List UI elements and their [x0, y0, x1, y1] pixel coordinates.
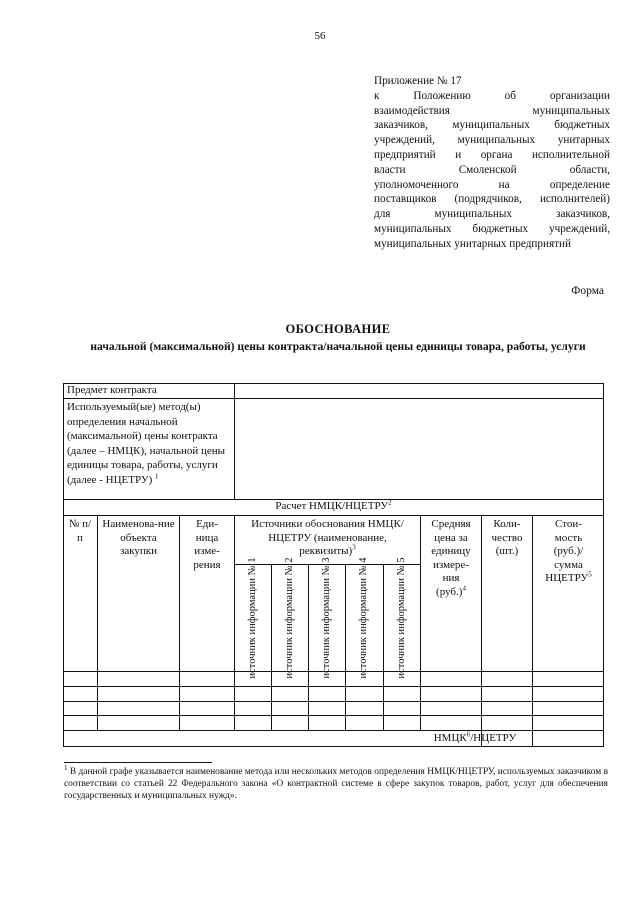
source-column-1: источник информации № 1 [247, 557, 258, 679]
sources-footnote-ref: 3 [352, 543, 356, 552]
total-label-suffix: /НЦЕТРУ [470, 732, 517, 744]
appendix-line: предприятий и органа исполнительной [374, 148, 610, 161]
col-avg-price-header [421, 518, 481, 599]
col-cost-text: Стои-мость (руб.)/ сумма НЦЕТРУ [545, 518, 589, 584]
appendix-line: муниципальных унитарных предприятий [374, 237, 571, 250]
col-avg-price-text: Средняя цена за единицу измере-ния (руб.) [431, 518, 471, 598]
appendix-line: взаимодействия муниципальных [374, 104, 610, 117]
calc-header [63, 500, 604, 514]
footnote [64, 763, 609, 803]
total-label-prefix: НМЦК [433, 732, 467, 744]
appendix-line: Приложение № 17 [374, 75, 462, 87]
col-sources-header-text: Источники обоснования НМЦК/НЦЕТРУ (наименование, реквизиты) [251, 518, 404, 557]
appendix-header [374, 74, 610, 252]
total-footnote-ref: 6 [466, 730, 471, 739]
source-column-5: источник информации № 5 [396, 557, 407, 679]
source-column-4: источник информации № 4 [358, 557, 369, 679]
appendix-line: власти Смоленской области, [374, 163, 610, 176]
appendix-line: к Положению об организации [374, 89, 610, 102]
footnote-text: В данной графе указывается наименование метода или нескольких методов определения НМЦК/НЦЕТРУ, используемых заказчиком в соответствии со статьей 22 Федерального закона «О контрактной системе в сфере закупок товаров, работ, услуг для обеспечения государственных и муниципальных нужд». [64, 767, 609, 802]
method-label-text: Используемый(ые) метод(ы) определения начальной (максимальной) цены контракта (далее – НМЦК), начальной цены единицы товара, работы, услуги (далее - НЦЕТРУ) [67, 401, 226, 486]
appendix-line: уполномоченного на определение [374, 178, 610, 191]
source-column-3: источник информации № 3 [321, 557, 332, 679]
cost-footnote-ref: 5 [588, 570, 592, 579]
form-label: Форма [571, 285, 604, 297]
footnote-mark: 1 [64, 763, 68, 772]
justification-table [63, 383, 604, 747]
appendix-line: поставщиков (подрядчиков, исполнителей) [374, 193, 610, 206]
calc-header-text: Расчет НМЦК/НЦЕТРУ [275, 500, 389, 512]
avg-footnote-ref: 4 [462, 583, 466, 592]
method-label [67, 400, 231, 487]
appendix-line: заказчиков, муниципальных бюджетных [374, 119, 610, 132]
col-number-header: № п/п [68, 518, 92, 544]
appendix-line: для муниципальных заказчиков, [374, 208, 610, 221]
page-number: 56 [314, 30, 326, 42]
title-main: ОБОСНОВАНИЕ [285, 322, 391, 336]
footnote-divider [64, 762, 212, 763]
title-sub: начальной (максимальной) цены контракта/начальной цены единицы товара, работы, услуги [90, 340, 586, 353]
calc-footnote-ref: 2 [388, 498, 392, 507]
document-title [60, 322, 616, 354]
appendix-line: учреждений, муниципальных унитарных [374, 134, 610, 147]
col-cost-header [533, 518, 604, 586]
total-label [419, 732, 531, 746]
col-name-header: Наименова-ние объекта закупки [102, 518, 175, 557]
col-sources-header [235, 518, 420, 559]
method-footnote-ref: 1 [155, 471, 159, 480]
source-column-2: источник информации № 2 [284, 557, 295, 679]
col-unit-header: Еди-ница изме-рения [193, 518, 221, 571]
appendix-line: муниципальных бюджетных учреждений, [374, 222, 610, 235]
subject-label: Предмет контракта [67, 384, 157, 396]
col-quantity-header: Коли-чество (шт.) [491, 518, 523, 557]
